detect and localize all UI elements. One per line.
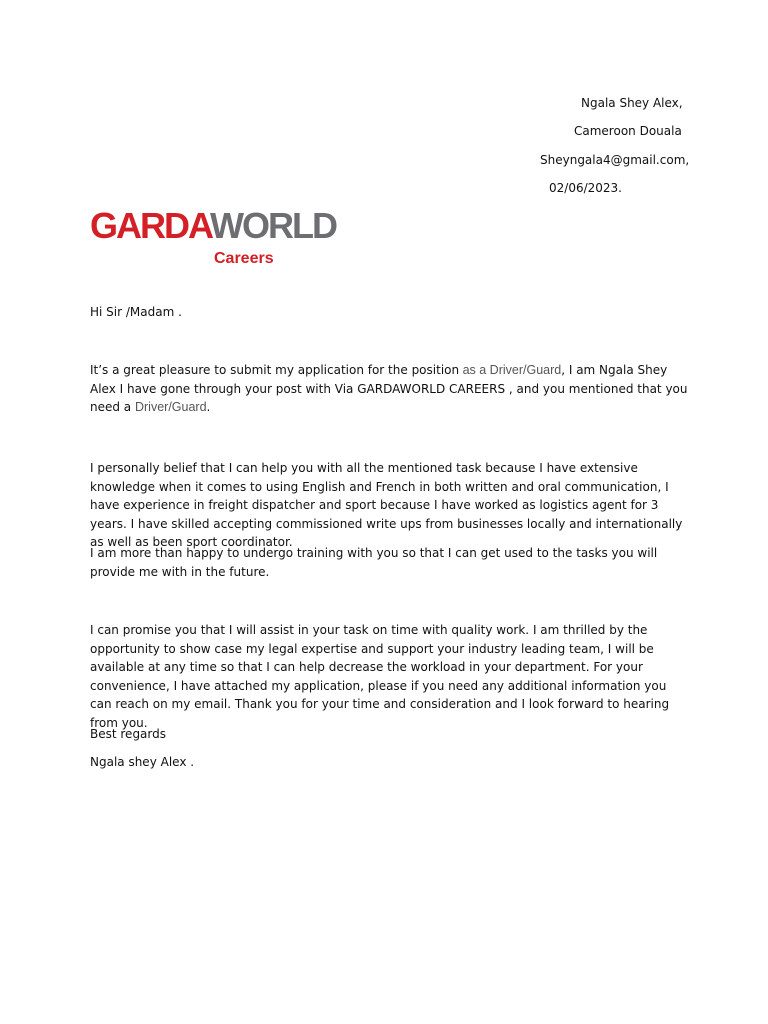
paragraph-4 [90, 621, 690, 732]
gardaworld-logo-graphic [90, 204, 337, 268]
logo-word-garda: GARDA [90, 205, 211, 246]
sender-name: Ngala Shey Alex, [581, 96, 683, 110]
p3-text: I am more than happy to undergo training with you so that I can get used to the tasks you will provide me with in the future. [90, 546, 658, 579]
paragraph-3 [90, 544, 690, 581]
logo-subtitle: Careers [214, 250, 274, 267]
paragraph-1 [90, 361, 690, 417]
logo-word [90, 205, 337, 246]
letter-closing [90, 725, 690, 744]
p1-text-c: , I am Ngala Shey Alex I have gone through your post with Via GARDAWORLD CAREERS , and you mentioned that you need a [90, 363, 688, 414]
paragraph-2 [90, 459, 690, 552]
signature-text: Ngala shey Alex . [90, 755, 195, 769]
letter-greeting [90, 303, 690, 322]
gardaworld-careers-logo [90, 204, 337, 268]
logo-globe-o: O [242, 205, 269, 246]
p1-text-e: . [206, 400, 211, 414]
p1-role-text: Driver/Guard [134, 400, 207, 414]
p2-text: I personally belief that I can help you with all the mentioned task because I have extensive knowledge when it comes to using English and French in both written and oral communication, I have experience in freight dispatcher and sport because I have worked as logistics agent for 3 years. I have skilled accepting commissioned write ups from businesses locally and internationally as well as been sport coordinator. [90, 461, 683, 549]
logo-word-w: W [210, 205, 242, 246]
p4-text: I can promise you that I will assist in your task on time with quality work. I am thrilled by the opportunity to show case my legal expertise and support your industry leading team, I will be available at any time so that I can help decrease the workload in your department. For your convenience, I have attached my application, please if you need any additional information you can reach on my email. Thank you for your time and consideration and I look forward to hearing from you. [90, 623, 670, 730]
p1-position-text: as a Driver/Guard [459, 363, 562, 377]
sender-email: Sheyngala4@gmail.com, [540, 153, 690, 167]
closing-text: Best regards [90, 727, 167, 741]
sender-date: 02/06/2023. [549, 181, 622, 195]
logo-word-rld: RLD [268, 205, 337, 246]
p1-text-a: It’s a great pleasure to submit my application for the position [90, 363, 460, 377]
greeting-text: Hi Sir /Madam . [90, 305, 182, 319]
sender-location: Cameroon Douala [574, 124, 682, 138]
letter-signature [90, 753, 690, 772]
